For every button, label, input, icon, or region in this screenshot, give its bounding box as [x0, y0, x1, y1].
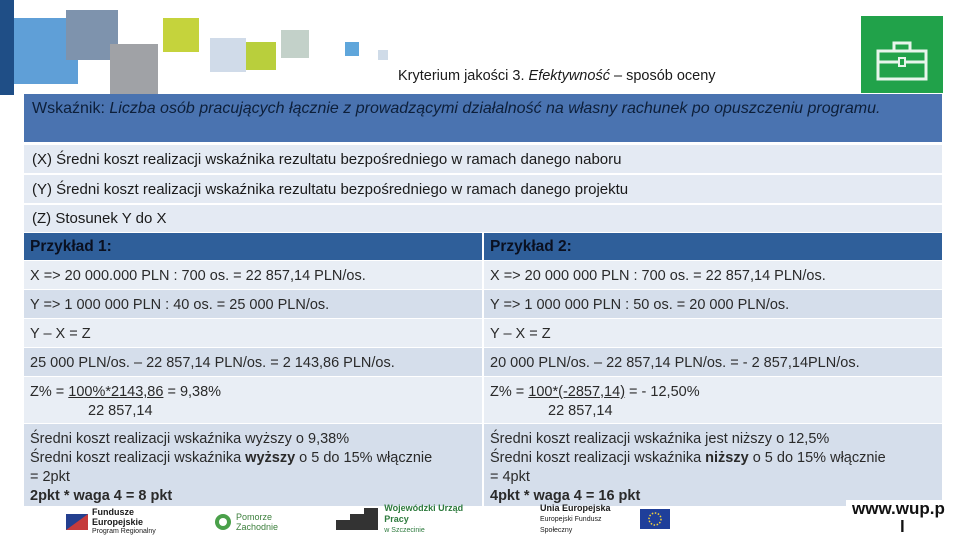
definition-z: (Z) Stosunek Y do X [24, 205, 942, 232]
decor-square [110, 44, 158, 94]
website-link[interactable]: www.wup.p l [846, 500, 960, 540]
table-row [24, 424, 942, 506]
example2-heading: Przykład 2: [484, 233, 942, 260]
footer [0, 500, 960, 540]
example2-conclusion: Średni koszt realizacji wskaźnika jest niższy o 12,5% Średni koszt realizacji wskaźnika niższy o 5 do 15% włącznie = 4pkt 4pkt * waga 4 = 16 pkt [484, 424, 942, 506]
examples-header-row [24, 233, 942, 260]
table-row: 25 000 PLN/os. – 22 857,14 PLN/os. = 2 143,86 PLN/os. 20 000 PLN/os. – 22 857,14 PLN/os. = - 2 857,14PLN/os. [24, 348, 942, 376]
table-row: Y => 1 000 000 PLN : 40 os. = 25 000 PLN/os. Y => 1 000 000 PLN : 50 os. = 20 000 PLN/os. [24, 290, 942, 318]
decor-square [281, 30, 309, 58]
eu-fund-logo: Fundusze Europejskie Program Regionalny [66, 506, 161, 538]
stairs-icon [336, 508, 378, 530]
example2-z-percent: Z% = 100*(-2857,14) = - 12,50% 22 857,14 [484, 377, 942, 423]
indicator-label: Wskaźnik: [32, 100, 105, 117]
definition-x: (X) Średni koszt realizacji wskaźnika rezultatu bezpośredniego w ramach danego naboru [24, 145, 942, 173]
flag-icon [66, 514, 88, 530]
decor-square [378, 50, 388, 60]
table-row: X => 20 000.000 PLN : 700 os. = 22 857,14 PLN/os. X => 20 000 000 PLN : 700 os. = 22 857,14 PLN/os. [24, 261, 942, 289]
wup-logo: Wojewódzki Urząd Pracy w Szczecinie [336, 504, 486, 534]
brand-box [861, 16, 943, 93]
briefcase-icon [861, 16, 943, 93]
table-row [24, 377, 942, 423]
pomorze-logo: Pomorze Zachodnie [214, 508, 284, 536]
table-row: Y – X = Z Y – X = Z [24, 319, 942, 347]
eu-flag-icon [640, 509, 670, 529]
decor-square [0, 0, 14, 95]
decor-square [246, 42, 276, 70]
decor-square [345, 42, 359, 56]
decor-square [163, 18, 199, 52]
indicator-row [24, 94, 942, 142]
definition-y: (Y) Średni koszt realizacji wskaźnika rezultatu bezpośredniego w ramach danego projektu [24, 175, 942, 203]
eu-logo: Unia Europejska Europejski Fundusz Społeczny [540, 504, 670, 534]
indicator-text: Liczba osób pracujących łącznie z prowadzącymi działalność na własny rachunek po opuszczeniu programu. [109, 100, 881, 117]
example1-heading: Przykład 1: [24, 233, 482, 260]
example1-z-percent: Z% = 100%*2143,86 = 9,38% 22 857,14 [24, 377, 482, 423]
decor-square [210, 38, 246, 72]
page-title: Kryterium jakości 3. Efektywność – sposób oceny [398, 68, 716, 84]
example1-conclusion: Średni koszt realizacji wskaźnika wyższy o 9,38% Średni koszt realizacji wskaźnika wyższy o 5 do 15% włącznie = 2pkt 2pkt * waga 4 = 8 pkt [24, 424, 482, 506]
leaf-icon [214, 513, 232, 531]
